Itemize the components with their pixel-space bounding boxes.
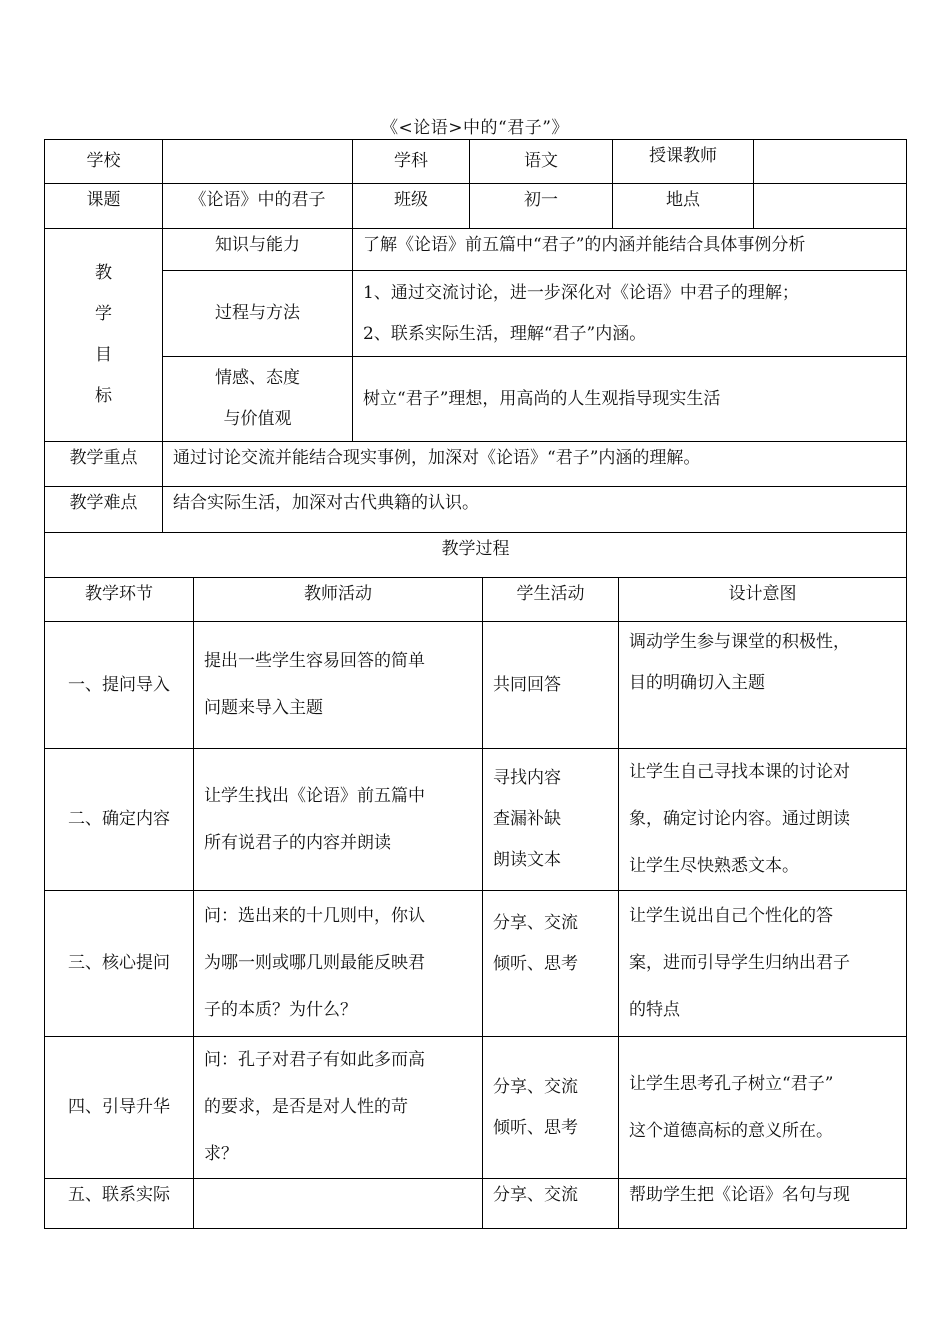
student-activity-line: 朗读文本 (493, 850, 561, 870)
teacher-activity-cell (194, 1179, 483, 1229)
intent-line: 调动学生参与课堂的积极性， (629, 632, 850, 652)
process-method-text (353, 271, 907, 357)
teacher-activity-line: 问题来导入主题 (204, 698, 323, 718)
subject-label: 学科 (353, 140, 470, 184)
difficulty-text: 结合实际生活，加深对古代典籍的认识。 (163, 487, 907, 533)
knowledge-text: 了解《论语》前五篇中“君子”的内涵并能结合具体事例分析 (353, 229, 907, 271)
intent-line: 案，进而引导学生归纳出君子 (629, 953, 850, 973)
emotion-label (163, 357, 353, 442)
student-activity-line: 查漏补缺 (493, 809, 561, 829)
student-activity-line: 分享、交流 (493, 1076, 578, 1097)
topic-label: 课题 (45, 184, 163, 229)
student-activity-cell (483, 1037, 619, 1179)
intent-line: 让学生自己寻找本课的讨论对 (629, 762, 850, 782)
subject-value: 语文 (470, 140, 613, 184)
teacher-activity-cell (194, 1037, 483, 1179)
objectives-label-char: 学 (95, 304, 112, 324)
intent-line: 让学生尽快熟悉文本。 (629, 856, 799, 876)
teacher-activity-line: 的要求，是否是对人性的苛 (204, 1097, 408, 1117)
teaching-process-table (44, 532, 907, 1229)
objectives-label-char: 目 (95, 345, 112, 365)
student-activity-line: 倾听、思考 (493, 954, 578, 974)
process-method-line: 2、联系实际生活，理解“君子”内涵。 (363, 323, 647, 344)
column-header-stage: 教学环节 (45, 578, 194, 622)
process-heading: 教学过程 (45, 533, 907, 578)
process-method-label: 过程与方法 (163, 271, 353, 357)
intent-line: 象，确定讨论内容。通过朗读 (629, 809, 850, 829)
teacher-value (754, 140, 907, 184)
table-row (45, 749, 907, 891)
table-row (45, 1037, 907, 1179)
key-point-label: 教学重点 (45, 442, 163, 487)
stage-cell: 四、引导升华 (45, 1037, 194, 1179)
column-header-teacher: 教师活动 (194, 578, 483, 622)
stage-cell: 五、联系实际 (45, 1179, 194, 1229)
intent-line: 让学生说出自己个性化的答 (629, 906, 833, 926)
table-row (45, 891, 907, 1037)
objectives-label (45, 229, 163, 442)
emotion-label-line: 与价值观 (223, 409, 292, 429)
teacher-activity-line: 让学生找出《论语》前五篇中 (204, 785, 425, 806)
teacher-activity-line: 为哪一则或哪几则最能反映君 (204, 953, 425, 973)
teacher-activity-line: 问：选出来的十几则中，你认 (204, 906, 425, 926)
intent-cell (619, 891, 907, 1037)
emotion-text: 树立“君子”理想，用高尚的人生观指导现实生活 (353, 357, 907, 442)
student-activity-line: 共同回答 (493, 674, 561, 695)
key-point-text: 通过讨论交流并能结合现实事例，加深对《论语》“君子”内涵的理解。 (163, 442, 907, 487)
intent-cell (619, 749, 907, 891)
teacher-activity-cell (194, 749, 483, 891)
objectives-label-char: 教 (95, 263, 112, 283)
teacher-activity-line: 问：孔子对君子有如此多而高 (204, 1050, 425, 1070)
school-value (163, 140, 353, 184)
stage-cell: 三、核心提问 (45, 891, 194, 1037)
stage-cell: 一、提问导入 (45, 622, 194, 749)
column-header-intent: 设计意图 (619, 578, 907, 622)
student-activity-cell (483, 1179, 619, 1229)
topic-value: 《论语》中的君子 (163, 184, 353, 229)
intent-cell (619, 1179, 907, 1229)
student-activity-line: 分享、交流 (493, 1185, 578, 1205)
intent-line: 帮助学生把《论语》名句与现 (629, 1185, 850, 1205)
teacher-activity-line: 所有说君子的内容并朗读 (204, 832, 391, 853)
intent-line: 的特点 (629, 1000, 680, 1020)
table-row (45, 622, 907, 749)
difficulty-label: 教学难点 (45, 487, 163, 533)
school-label: 学校 (45, 140, 163, 184)
knowledge-label: 知识与能力 (163, 229, 353, 271)
teacher-activity-line: 提出一些学生容易回答的简单 (204, 651, 425, 671)
class-value: 初一 (470, 184, 613, 229)
intent-cell (619, 622, 907, 749)
student-activity-cell (483, 891, 619, 1037)
key-difficulty-table (44, 441, 907, 533)
stage-cell: 二、确定内容 (45, 749, 194, 891)
objectives-label-char: 标 (95, 386, 112, 406)
column-header-student: 学生活动 (483, 578, 619, 622)
student-activity-cell (483, 749, 619, 891)
intent-cell (619, 1037, 907, 1179)
table-row (45, 1179, 907, 1229)
place-label: 地点 (613, 184, 754, 229)
document-title: 《<论语>中的“君子”》 (381, 118, 569, 138)
place-value (754, 184, 907, 229)
student-activity-line: 寻找内容 (493, 768, 561, 788)
student-activity-line: 分享、交流 (493, 913, 578, 933)
student-activity-line: 倾听、思考 (493, 1117, 578, 1138)
intent-line: 让学生思考孔子树立“君子” (629, 1073, 834, 1094)
lesson-info-table (44, 139, 907, 442)
teacher-activity-cell (194, 622, 483, 749)
process-method-line: 1、通过交流讨论，进一步深化对《论语》中君子的理解； (363, 282, 799, 303)
teacher-label: 授课教师 (613, 140, 754, 184)
teacher-activity-line: 子的本质？为什么？ (204, 1000, 357, 1020)
teacher-activity-cell (194, 891, 483, 1037)
emotion-label-line: 情感、态度 (215, 368, 300, 388)
intent-line: 这个道德高标的意义所在。 (629, 1120, 833, 1141)
teacher-activity-line: 求？ (204, 1144, 238, 1164)
intent-line: 目的明确切入主题 (629, 673, 765, 693)
class-label: 班级 (353, 184, 470, 229)
student-activity-cell (483, 622, 619, 749)
